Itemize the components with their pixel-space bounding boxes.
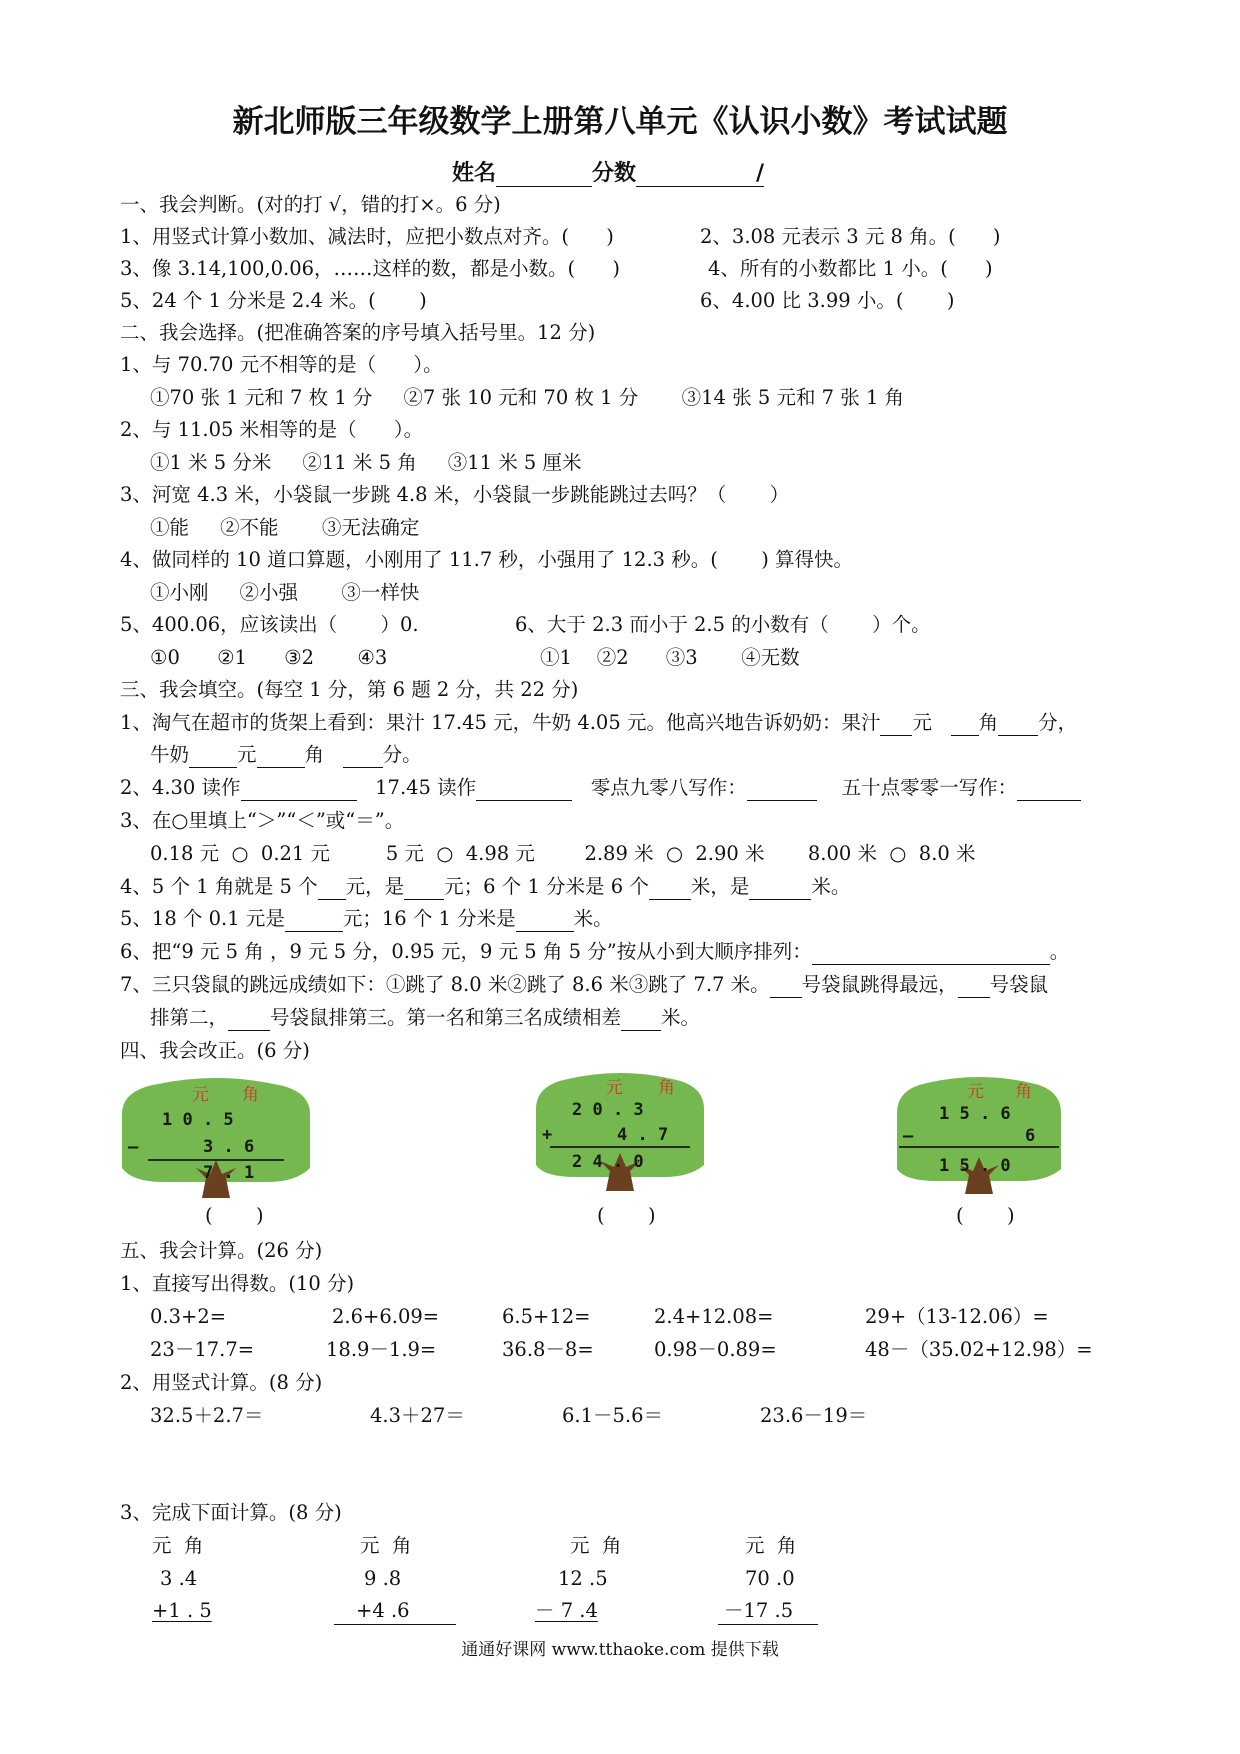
fill-blank[interactable] bbox=[318, 879, 346, 900]
calc-r1-5: 29+（13-12.06）= bbox=[865, 1305, 1049, 1328]
fill-blank[interactable] bbox=[257, 747, 305, 768]
fill-q7-line1 bbox=[120, 972, 1048, 998]
tree1-operator: — bbox=[128, 1137, 139, 1157]
fill-blank[interactable] bbox=[749, 879, 811, 900]
tree2-result: 2 4 . 0 bbox=[572, 1152, 644, 1172]
score-blank[interactable] bbox=[636, 166, 756, 187]
fill-q1-fen: 分， bbox=[1038, 711, 1078, 734]
choice-q5: 5、400.06，应该读出（ ）0. bbox=[120, 613, 419, 636]
fill-q1-yuan2: 元 bbox=[237, 743, 257, 766]
choice-q6-options: ①1 ②2 ③3 ④无数 bbox=[540, 646, 800, 669]
tree1-result: 7 . 1 bbox=[203, 1163, 255, 1183]
money-col4-a: 70 .0 bbox=[745, 1567, 795, 1590]
fill-blank[interactable] bbox=[404, 879, 444, 900]
fill-blank[interactable] bbox=[812, 944, 1050, 965]
fill-q4 bbox=[120, 874, 850, 900]
fill-q7-line2 bbox=[150, 1005, 700, 1031]
tree2-header-jiao: 角 bbox=[658, 1078, 675, 1098]
tree2-operator: + bbox=[542, 1125, 553, 1145]
fill-q4d: 米，是 bbox=[690, 875, 750, 898]
fill-blank[interactable] bbox=[958, 977, 990, 998]
name-label: 姓名 bbox=[452, 161, 497, 186]
tree3-row2: 6 bbox=[1025, 1126, 1036, 1146]
money-col1-a: 3 .4 bbox=[160, 1567, 198, 1590]
fill-q4b: 元，是 bbox=[345, 875, 405, 898]
judge-q2: 2、3.08 元表示 3 元 8 角。( ) bbox=[700, 225, 1001, 248]
fill-blank[interactable] bbox=[770, 977, 802, 998]
fill-blank[interactable] bbox=[621, 1010, 661, 1031]
fill-q6b: 。 bbox=[1049, 940, 1070, 963]
calc-r2-4: 0.98－0.89= bbox=[654, 1338, 777, 1361]
score-slash: / bbox=[756, 161, 765, 186]
choice-q2-options: ①1 米 5 分米 ②11 米 5 角 ③11 米 5 厘米 bbox=[150, 451, 582, 474]
judge-q4: 4、所有的小数都比 1 小。( ) bbox=[708, 257, 993, 280]
money-col4-b: －17 .5 bbox=[718, 1598, 818, 1625]
fill-q5b: 元；16 个 1 分米是 bbox=[342, 907, 516, 930]
fill-q1-line1 bbox=[120, 710, 1077, 736]
calc-sub1: 1、直接写出得数。(10 分) bbox=[120, 1272, 355, 1295]
fill-q2c: 零点九零八写作： bbox=[590, 776, 747, 799]
fill-q1-jiao: 角 bbox=[978, 711, 999, 734]
judge-q6: 6、4.00 比 3.99 小。( ) bbox=[700, 289, 955, 312]
fill-q1-fen2: 分。 bbox=[382, 743, 422, 766]
calc-r2-3: 36.8－8= bbox=[502, 1338, 594, 1361]
fill-q1-yuan: 元 bbox=[912, 711, 932, 734]
fill-blank[interactable] bbox=[189, 747, 237, 768]
choice-q2: 2、与 11.05 米相等的是（ ）。 bbox=[120, 418, 424, 441]
fill-q5a: 5、18 个 0.1 元是 bbox=[120, 907, 285, 930]
choice-q4: 4、做同样的 10 道口算题，小刚用了 11.7 秒，小强用了 12.3 秒。( ) 算得快。 bbox=[120, 548, 854, 571]
page-title: 新北师版三年级数学上册第八单元《认识小数》考试试题 bbox=[232, 104, 1008, 140]
tree1-row2: 3 . 6 bbox=[203, 1137, 255, 1157]
fill-q1-milk: 牛奶 bbox=[150, 743, 190, 766]
tree2-row2: 4 . 7 bbox=[617, 1125, 669, 1145]
choice-q1-options: ①70 张 1 元和 7 枚 1 分 ②7 张 10 元和 70 枚 1 分 ③14 张 5 元和 7 张 1 角 bbox=[150, 386, 905, 409]
fill-blank[interactable] bbox=[951, 715, 979, 736]
vertical-calc-4: 23.6－19＝ bbox=[760, 1404, 868, 1427]
fill-q7f: 米。 bbox=[661, 1006, 701, 1029]
tree1-header-yuan: 元 bbox=[192, 1085, 209, 1105]
money-col3-b: － 7 .4 bbox=[535, 1599, 598, 1622]
score-label: 分数 bbox=[592, 161, 637, 186]
money-col4-header: 元 角 bbox=[745, 1534, 797, 1557]
tree-problem-2 bbox=[532, 1073, 708, 1191]
vertical-calc-2: 4.3＋27＝ bbox=[370, 1404, 465, 1427]
fill-q7e: 号袋鼠排第三。第一名和第三名成绩相差 bbox=[270, 1006, 622, 1029]
judge-q5: 5、24 个 1 分米是 2.4 米。( ) bbox=[120, 289, 427, 312]
judge-q3: 3、像 3.14,100,0.06，……这样的数，都是小数。( ) bbox=[120, 257, 620, 280]
fill-q7c: 号袋鼠 bbox=[989, 973, 1049, 996]
tree3-result: 1 5 . 0 bbox=[939, 1156, 1011, 1176]
tree3-operator: — bbox=[903, 1126, 914, 1146]
fill-q7a: 7、三只袋鼠的跳远成绩如下：①跳了 8.0 米②跳了 8.6 米③跳了 7.7 米。 bbox=[120, 973, 770, 996]
money-col2-b: +4 .6 bbox=[334, 1598, 456, 1625]
calc-r2-2: 18.9－1.9= bbox=[326, 1338, 437, 1361]
fill-q2d: 五十点零零一写作： bbox=[841, 776, 1018, 799]
tree-problem-1 bbox=[118, 1078, 314, 1198]
fill-q7d: 排第二， bbox=[150, 1006, 229, 1029]
choice-q4-options: ①小刚 ②小强 ③一样快 bbox=[150, 581, 420, 604]
fill-q6a: 6、把“9 元 5 角 ，9 元 5 分，0.95 元，9 元 5 角 5 分”按从小到大顺序排列： bbox=[120, 940, 812, 963]
money-col1-b: +1 . 5 bbox=[152, 1599, 212, 1622]
fill-q3: 3、在○里填上“＞”“＜”或“＝”。 bbox=[120, 809, 405, 832]
tree1-row1: 1 0 . 5 bbox=[162, 1110, 234, 1130]
fill-blank[interactable] bbox=[880, 715, 912, 736]
section2-heading: 二、我会选择。(把准确答案的序号填入括号里。12 分) bbox=[120, 321, 596, 344]
fill-q1-text: 1、淘气在超市的货架上看到：果汁 17.45 元，牛奶 4.05 元。他高兴地告诉奶奶：果汁 bbox=[120, 711, 881, 734]
calc-r1-4: 2.4+12.08= bbox=[654, 1305, 774, 1328]
fill-blank[interactable] bbox=[998, 715, 1038, 736]
money-col3-a: 12 .5 bbox=[558, 1567, 608, 1590]
choice-q1: 1、与 70.70 元不相等的是（ ）。 bbox=[120, 353, 443, 376]
fill-q5c: 米。 bbox=[573, 907, 613, 930]
fill-blank[interactable] bbox=[285, 911, 343, 932]
section4-heading: 四、我会改正。(6 分) bbox=[120, 1039, 310, 1062]
vertical-calc-3: 6.1－5.6＝ bbox=[562, 1404, 664, 1427]
calc-sub3: 3、完成下面计算。(8 分) bbox=[120, 1501, 342, 1524]
choice-q3: 3、河宽 4.3 米，小袋鼠一步跳 4.8 米，小袋鼠一步跳能跳过去吗？（ ） bbox=[120, 483, 790, 506]
tree3-answer-paren[interactable]: ( ) bbox=[956, 1204, 1015, 1227]
tree2-answer-paren[interactable]: ( ) bbox=[597, 1204, 656, 1227]
section1-heading: 一、我会判断。(对的打 √，错的打×。6 分) bbox=[120, 193, 501, 216]
fill-blank[interactable] bbox=[343, 747, 383, 768]
choice-q5-options: ①0 ②1 ③2 ④3 bbox=[150, 646, 388, 669]
fill-q6 bbox=[120, 939, 1069, 965]
tree3-header-jiao: 角 bbox=[1015, 1082, 1032, 1102]
fill-q2b: 17.45 读作 bbox=[375, 776, 477, 799]
footer-credit: 通通好课网 www.tthaoke.com 提供下载 bbox=[461, 1640, 779, 1660]
fill-blank[interactable] bbox=[241, 780, 357, 801]
fill-q7b: 号袋鼠跳得最远， bbox=[801, 973, 958, 996]
money-col2-header: 元 角 bbox=[360, 1534, 412, 1557]
calc-r2-5: 48－（35.02+12.98）= bbox=[865, 1338, 1093, 1361]
fill-blank[interactable] bbox=[516, 911, 574, 932]
calc-r2-1: 23－17.7= bbox=[150, 1338, 255, 1361]
tree2-header-yuan: 元 bbox=[606, 1078, 623, 1098]
fill-q5 bbox=[120, 906, 613, 932]
fill-q1-line2 bbox=[150, 742, 422, 768]
fill-q4e: 米。 bbox=[811, 875, 851, 898]
fill-blank[interactable] bbox=[1017, 780, 1081, 801]
fill-q1-jiao2: 角 bbox=[304, 743, 325, 766]
money-col3-header: 元 角 bbox=[570, 1534, 622, 1557]
tree1-header-jiao: 角 bbox=[242, 1085, 259, 1105]
choice-q6: 6、大于 2.3 而小于 2.5 的小数有（ ）个。 bbox=[515, 613, 931, 636]
calc-r1-3: 6.5+12= bbox=[502, 1305, 591, 1328]
choice-q3-options: ①能 ②不能 ③无法确定 bbox=[150, 516, 420, 539]
fill-q4c: 元；6 个 1 分米是 6 个 bbox=[444, 875, 649, 898]
judge-q1: 1、用竖式计算小数加、减法时，应把小数点对齐。( ) bbox=[120, 225, 614, 248]
calc-r1-1: 0.3+2= bbox=[150, 1305, 227, 1328]
name-blank[interactable] bbox=[496, 166, 592, 187]
calc-sub2: 2、用竖式计算。(8 分) bbox=[120, 1371, 323, 1394]
fill-q3-compare: 0.18 元 ○ 0.21 元 5 元 ○ 4.98 元 2.89 米 ○ 2.90 米 8.00 米 ○ 8.0 米 bbox=[150, 842, 976, 865]
tree2-row1: 2 0 . 3 bbox=[572, 1100, 644, 1120]
section3-heading: 三、我会填空。(每空 1 分，第 6 题 2 分，共 22 分) bbox=[120, 678, 579, 701]
fill-blank[interactable] bbox=[747, 780, 817, 801]
fill-blank[interactable] bbox=[476, 780, 572, 801]
tree1-answer-paren[interactable]: ( ) bbox=[205, 1204, 264, 1227]
money-col1-header: 元 角 bbox=[152, 1534, 204, 1557]
tree-problem-3 bbox=[893, 1077, 1065, 1194]
fill-q4a: 4、5 个 1 角就是 5 个 bbox=[120, 875, 318, 898]
money-col2-a: 9 .8 bbox=[364, 1567, 402, 1590]
fill-q2a: 2、4.30 读作 bbox=[120, 776, 241, 799]
tree3-header-yuan: 元 bbox=[967, 1082, 984, 1102]
section5-heading: 五、我会计算。(26 分) bbox=[120, 1239, 323, 1262]
vertical-calc-1: 32.5＋2.7＝ bbox=[150, 1404, 264, 1427]
fill-blank[interactable] bbox=[649, 879, 691, 900]
tree3-row1: 1 5 . 6 bbox=[939, 1104, 1011, 1124]
fill-q2 bbox=[120, 775, 1081, 801]
name-score-bar bbox=[452, 156, 764, 187]
calc-r1-2: 2.6+6.09= bbox=[332, 1305, 440, 1328]
fill-blank[interactable] bbox=[228, 1010, 270, 1031]
